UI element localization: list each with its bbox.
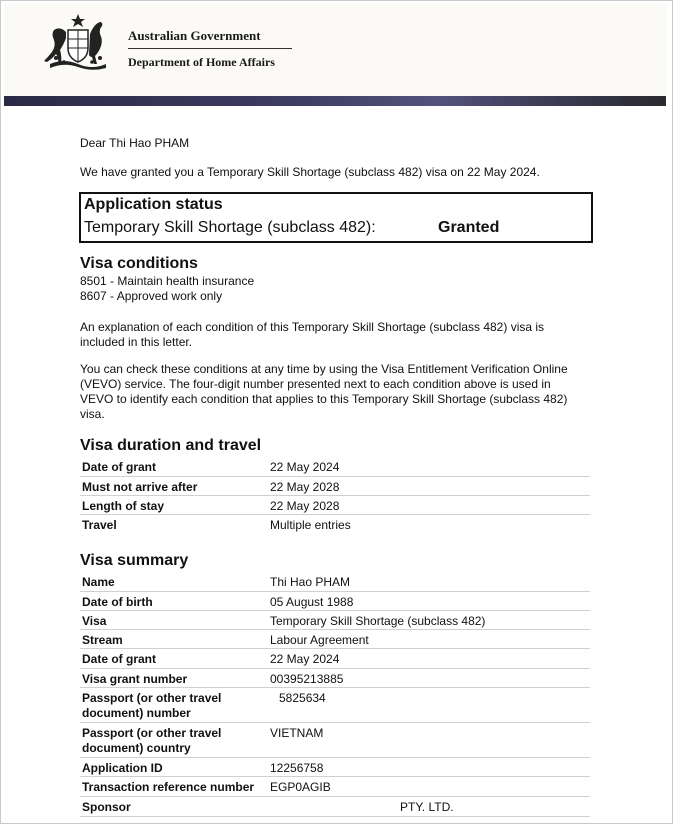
greeting: Dear Thi Hao PHAM: [80, 136, 190, 150]
table-row: [80, 649, 590, 669]
row-value: 00395213885: [270, 672, 344, 686]
application-status-visa: Temporary Skill Shortage (subclass 482):: [84, 219, 376, 236]
row-label: Visa grant number: [82, 672, 188, 686]
letterhead-rule: [128, 48, 292, 49]
row-value: PTY. LTD.: [400, 800, 454, 814]
vevo-paragraph-line: (VEVO) service. The four-digit number presented next to each condition above is used in: [80, 377, 551, 391]
row-value: Temporary Skill Shortage (subclass 482): [270, 614, 486, 628]
visa-duration-heading: Visa duration and travel: [80, 437, 262, 454]
row-value: EGP0AGIB: [270, 780, 331, 794]
visa-summary-heading: Visa summary: [80, 552, 189, 569]
row-value: 22 May 2028: [270, 499, 340, 513]
table-row: [80, 592, 590, 611]
condition-item: 8501 - Maintain health insurance: [80, 274, 255, 288]
vevo-paragraph-line: VEVO to identify each condition that applies to this Temporary Skill Shortage (subclass 482): [80, 392, 568, 406]
table-row: [80, 477, 590, 496]
row-label: Stream: [82, 633, 123, 647]
table-row: [80, 669, 590, 688]
table-row: [80, 777, 590, 797]
table-row: [80, 457, 590, 477]
table-row: [80, 572, 590, 592]
row-label-line: document) number: [82, 706, 191, 720]
row-label: Travel: [82, 518, 117, 532]
row-label: Date of grant: [82, 652, 157, 666]
government-name: Australian Government: [128, 28, 261, 43]
table-row: [80, 515, 590, 533]
row-value: 22 May 2024: [270, 652, 340, 666]
header-band: [4, 96, 666, 106]
row-value: Thi Hao PHAM: [270, 575, 351, 589]
row-label: Date of grant: [82, 460, 157, 474]
row-label-line: Passport (or other travel: [82, 691, 222, 705]
row-label-line: document) country: [82, 741, 191, 755]
conditions-explanation-line: included in this letter.: [80, 335, 193, 349]
table-row: [80, 611, 590, 630]
department-name: Department of Home Affairs: [128, 55, 275, 69]
grant-statement: We have granted you a Temporary Skill Shortage (subclass 482) visa on 22 May 2024.: [80, 165, 540, 179]
row-label: Transaction reference number: [82, 780, 255, 794]
row-label: Name: [82, 575, 115, 589]
row-label: Visa: [82, 614, 107, 628]
visa-conditions-heading: Visa conditions: [80, 255, 198, 272]
row-value: 05 August 1988: [270, 595, 354, 609]
conditions-explanation-line: An explanation of each condition of this Temporary Skill Shortage (subclass 482) visa is: [80, 320, 545, 334]
row-label: Must not arrive after: [82, 480, 198, 494]
row-value: 22 May 2028: [270, 480, 340, 494]
row-label: [82, 691, 262, 721]
row-value: 12256758: [270, 761, 324, 775]
letterhead: [4, 4, 667, 96]
table-row: [80, 723, 590, 758]
row-label: Application ID: [82, 761, 163, 775]
table-row: [80, 797, 590, 817]
table-row: [80, 630, 590, 649]
row-value: 22 May 2024: [270, 460, 340, 474]
vevo-paragraph-line: visa.: [80, 407, 105, 421]
table-row: [80, 758, 590, 777]
row-label: Length of stay: [82, 499, 165, 513]
row-label: Date of birth: [82, 595, 153, 609]
row-label-line: Passport (or other travel: [82, 726, 222, 740]
application-status-value: Granted: [438, 219, 500, 236]
row-value: 5825634: [279, 691, 326, 705]
row-label: [82, 726, 262, 756]
coat-of-arms-icon: [42, 12, 114, 72]
row-value: Labour Agreement: [270, 633, 369, 647]
table-row: [80, 496, 590, 515]
application-status-box: [79, 192, 593, 243]
row-value: VIETNAM: [270, 726, 324, 740]
vevo-paragraph-line: You can check these conditions at any time by using the Visa Entitlement Verification Online: [80, 362, 568, 376]
application-status-heading: Application status: [84, 196, 223, 213]
row-label: Sponsor: [82, 800, 131, 814]
row-value: Multiple entries: [270, 518, 351, 532]
table-row: [80, 688, 590, 723]
condition-item: 8607 - Approved work only: [80, 289, 223, 303]
